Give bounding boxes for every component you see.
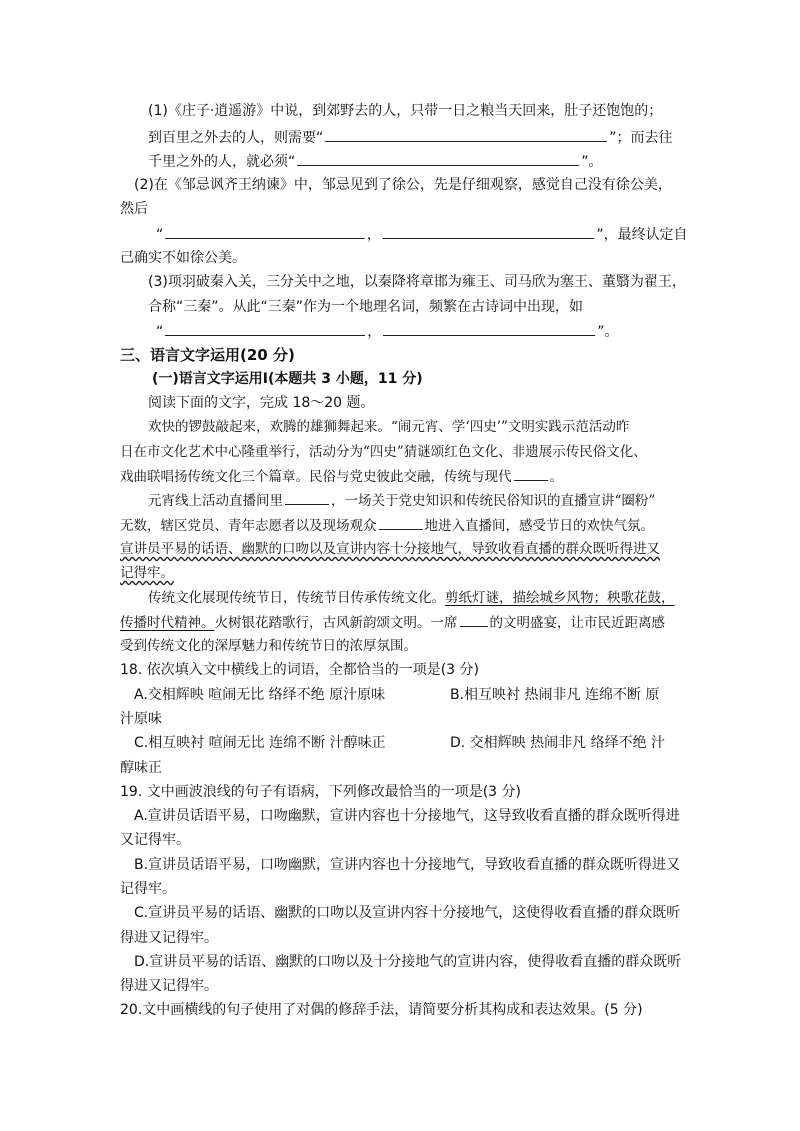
q2-answer-blank-2[interactable]	[383, 224, 595, 239]
q1-line-1: (1)《庄子·逍遥游》中说，到郊野去的人，只带一日之粮当天回来，肚子还饱饱的；	[148, 103, 663, 119]
q1-line-2	[148, 127, 673, 148]
passage-p2-line-2-text-b: 地进入直播间，感受节日的欢快气氛。	[424, 518, 654, 534]
q20-stem: 20.文中画横线的句子使用了对偶的修辞手法，请简要分析其构成和表达效果。(5 分)	[120, 1002, 643, 1018]
section-heading: 三、语言文字运用(20 分)	[120, 346, 295, 364]
passage-p1-line-3	[120, 466, 563, 487]
q2-line-3-text-a: “	[156, 227, 164, 243]
q18-option-c: C.相互映衬 喧闹无比 连绵不断 汁醇味正	[134, 735, 386, 751]
q3-line-3-text-c: ”。	[597, 324, 619, 340]
q18-option-d: D. 交相辉映 热闹非凡 络绎不绝 汁	[450, 735, 666, 751]
passage-wavy-sentence-line-1: 宣讲员平易的话语、幽默的口吻以及宣讲内容十分接地气，导致收看直播的群众既听得进又	[120, 541, 660, 557]
passage-p3-line-1-text-a: 传统文化展现传统节日，传统节日传承传统文化。	[148, 590, 445, 606]
passage-p3-line-2-text-c: 的文明盛宴，让市民近距离感	[489, 615, 665, 631]
passage-underlined-couplet-1: 剪纸灯谜，描绘城乡风物；秧歌花鼓，	[445, 590, 675, 606]
q18-stem: 18. 依次填入文中横线上的词语，全都恰当的一项是(3 分)	[120, 662, 479, 678]
passage-blank-2[interactable]	[285, 490, 329, 505]
q3-line-1: (3)项羽破秦入关，三分关中之地，以秦降将章邯为雍王、司马欣为塞王、董翳为翟王，	[148, 274, 686, 290]
q3-answer-blank-2[interactable]	[383, 321, 595, 336]
q2-line-2: 然后	[120, 201, 148, 217]
passage-wavy-sentence-line-2: 记得牢。	[120, 565, 174, 581]
passage-p2-line-2-text-a: 无数，辖区党员、青年志愿者以及现场观众	[120, 518, 377, 534]
q19-option-b: B.宣讲员话语平易，口吻幽默，宣讲内容也十分接地气，导致收看直播的群众既听得进又	[134, 857, 681, 873]
q1-line-3	[148, 151, 603, 172]
q18-option-b: B.相互映衬 热闹非凡 连绵不断 原	[450, 687, 660, 703]
q18-option-a: A.交相辉映 喧闹无比 络绎不绝 原汁原味	[134, 687, 386, 703]
passage-p3-line-1	[148, 588, 675, 608]
q19-option-b-continued: 记得牢。	[120, 881, 176, 897]
q19-option-a-continued: 又记得牢。	[120, 832, 190, 848]
passage-blank-1[interactable]	[514, 466, 548, 481]
passage-p1-line-2: 日在市文化艺术中心隆重举行，活动分为“四史”猜谜颂红色文化、非遗展示传民俗文化、	[120, 444, 647, 460]
passage-p3-line-3: 受到传统文化的深厚魅力和传统节日的浓厚氛围。	[120, 638, 417, 654]
q19-option-d: D.宣讲员平易的话语、幽默的口吻以及十分接地气的宣讲内容，使得收看直播的群众既听	[134, 954, 682, 970]
passage-underlined-couplet-2: 传播时代精神。	[120, 615, 215, 631]
q18-option-d-continued: 醇味正	[120, 760, 162, 776]
passage-p3-line-2	[120, 612, 665, 633]
q2-line-1: (2)在《邹忌讽齐王纳谏》中，邹忌见到了徐公，先是仔细观察，感觉自己没有徐公美，	[134, 177, 672, 193]
passage-blank-4[interactable]	[460, 612, 488, 627]
passage-p2-line-1-text-a: 元宵线上活动直播间里	[148, 493, 283, 509]
passage-p3-line-2-text-b: 火树银花踏歌行，古风新韵颂文明。一席	[214, 615, 458, 631]
q19-stem: 19. 文中画波浪线的句子有语病，下列修改最恰当的一项是(3 分)	[120, 784, 521, 800]
q1-line-3-text-a: 千里之外的人，就必须“	[148, 154, 296, 170]
q3-answer-blank-1[interactable]	[165, 321, 365, 336]
passage-blank-3[interactable]	[379, 515, 423, 530]
q3-line-2: 合称“三秦”。从此“三秦”作为一个地理名词，频繁在古诗词中出现，如	[148, 299, 584, 315]
passage-p1-line-3-text-a: 戏曲联唱扬传统文化三个篇章。民俗与党史彼此交融，传统与现代	[120, 469, 512, 485]
q1-line-2-text-b: ”；而去往	[609, 130, 673, 146]
reading-instruction: 阅读下面的文字，完成 18～20 题。	[148, 395, 375, 411]
q1-answer-blank-1[interactable]	[325, 127, 607, 142]
q2-line-3	[156, 224, 688, 245]
passage-p2-line-1	[148, 490, 655, 511]
q2-answer-blank-1[interactable]	[165, 224, 365, 239]
passage-p1-line-3-text-b: 。	[549, 469, 563, 485]
q1-answer-blank-2[interactable]	[297, 151, 579, 166]
q3-line-3	[156, 321, 619, 342]
subsection-heading: (一)语言文字运用Ⅰ(本题共 3 小题，11 分)	[152, 371, 423, 387]
q1-line-3-text-b: ”。	[581, 154, 603, 170]
q3-line-3-text-b: ，	[367, 324, 382, 340]
q1-line-2-text-a: 到百里之外去的人，则需要“	[148, 130, 324, 146]
q19-option-c-continued: 得进又记得牢。	[120, 930, 218, 946]
q18-option-b-continued: 汁原味	[120, 711, 162, 727]
passage-p2-line-2	[120, 515, 654, 536]
q2-line-3-text-b: ，	[366, 227, 381, 243]
q2-line-4: 己确实不如徐公美。	[120, 250, 246, 266]
q19-option-a: A.宣讲员话语平易，口吻幽默，宣讲内容也十分接地气，这导致收看直播的群众既听得进	[134, 808, 680, 824]
q19-option-c: C.宣讲员平易的话语、幽默的口吻以及宣讲内容十分接地气，这使得收看直播的群众既听	[134, 905, 681, 921]
q19-option-d-continued: 得进又记得牢。	[120, 978, 218, 994]
passage-p1-line-1: 欢快的锣鼓敲起来，欢腾的雄狮舞起来。“闹元宵、学‘四史’”文明实践示范活动昨	[148, 419, 630, 435]
passage-p2-line-1-text-b: ，一场关于党史知识和传统民俗知识的直播宣讲“圈粉”	[331, 493, 656, 509]
q3-line-3-text-a: “	[156, 324, 164, 340]
q2-line-3-text-c: ”，最终认定自	[596, 227, 688, 243]
